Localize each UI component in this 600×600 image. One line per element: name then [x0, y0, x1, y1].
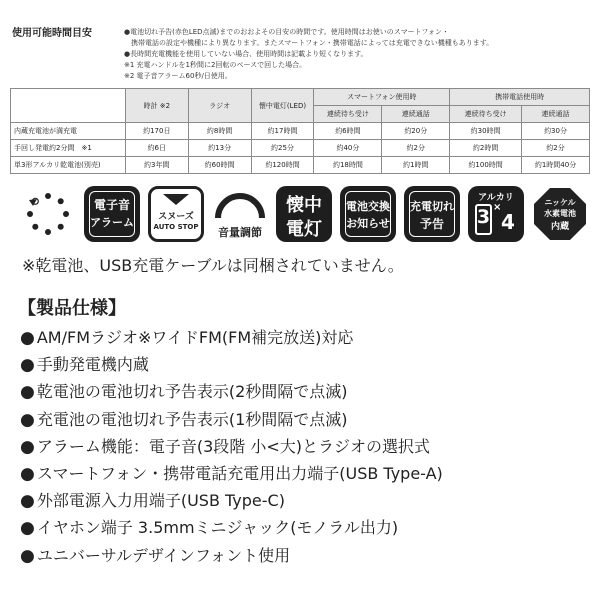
bullet-icon: ● — [20, 491, 35, 512]
list-item: ● ユニバーサルデザインフォント使用 — [20, 542, 443, 569]
table-cell: 約2分 — [382, 140, 450, 157]
list-item: ● 充電池の電池切れ予告表示(1秒間隔で点滅) — [20, 406, 443, 433]
header-mobile-standby: 連続待ち受け — [450, 106, 522, 123]
table-cell: 約170日 — [125, 123, 188, 140]
table-cell: 約17時間 — [251, 123, 314, 140]
header-mobile: 携帯電話使用時 — [450, 89, 590, 106]
icon-label: × — [493, 202, 502, 213]
row-label: 手回し発電約2分間 ※1 — [11, 140, 126, 157]
usage-note: ※1 充電ハンドルを1秒間に2回転のペースで回した場合。 — [124, 61, 307, 69]
icon-label: 懐中 — [286, 195, 322, 216]
table-header-row — [11, 89, 590, 106]
table-cell: 約2分 — [522, 140, 590, 157]
list-item: ● 外部電源入力用端子(USB Type-C) — [20, 487, 443, 514]
icon-label: スヌーズ — [158, 212, 194, 222]
usage-time-table — [10, 88, 590, 174]
led-ring-icon — [20, 186, 76, 242]
list-item: ● AM/FMラジオ※ワイドFM(FM補完放送)対応 — [20, 324, 443, 351]
table-cell: 約30時間 — [450, 123, 522, 140]
volume-icon — [212, 186, 268, 242]
header-smartphone: スマートフォン使用時 — [314, 89, 450, 106]
table-cell: 約1時間 — [382, 157, 450, 174]
icon-label: アラーム — [90, 216, 134, 229]
table-row — [11, 157, 590, 174]
package-disclaimer: ※乾電池、USB充電ケーブルは同梱されていません。 — [22, 256, 404, 275]
icon-label: お知らせ — [346, 217, 390, 230]
snooze-icon — [148, 186, 204, 242]
icon-label: AUTO STOP — [153, 223, 199, 231]
header-smartphone-talk: 連続通話 — [382, 106, 450, 123]
low-battery-icon — [404, 186, 460, 242]
table-cell: 約60時間 — [188, 157, 251, 174]
electronic-alarm-icon — [84, 186, 140, 242]
icon-label: 予告 — [419, 217, 444, 231]
spec-title: 【製品仕様】 — [18, 298, 126, 319]
table-row — [11, 140, 590, 157]
icon-label: 充電切れ — [410, 200, 454, 213]
list-item: ● 手動発電機内蔵 — [20, 351, 443, 378]
list-item: ● 乾電池の電池切れ予告表示(2秒間隔で点滅) — [20, 378, 443, 405]
icon-label: 3 — [476, 206, 491, 228]
table-cell: 約6時間 — [314, 123, 382, 140]
alkaline-battery-icon — [468, 186, 524, 242]
bullet-icon: ● — [20, 328, 35, 348]
bullet-icon: ● — [20, 409, 35, 430]
battery-change-icon — [340, 186, 396, 242]
table-corner-cell — [11, 89, 126, 123]
flashlight-icon — [276, 186, 332, 242]
usage-section-title: 使用可能時間目安 — [12, 28, 92, 39]
list-item: ● スマートフォン・携帯電話充電用出力端子(USB Type-A) — [20, 460, 443, 487]
icon-label: 電灯 — [286, 219, 322, 240]
table-row — [11, 123, 590, 140]
icon-label: 4 — [501, 210, 515, 234]
header-smartphone-standby: 連続待ち受け — [314, 106, 382, 123]
table-cell: 約100時間 — [450, 157, 522, 174]
usage-note: ※2 電子音アラーム60秒/日使用。 — [124, 72, 232, 80]
table-cell: 約20分 — [382, 123, 450, 140]
row-label: 内蔵充電池が満充電 — [11, 123, 126, 140]
header-flashlight: 懐中電灯(LED) — [251, 89, 314, 123]
list-item: ● アラーム機能：電子音(3段階 小<大)とラジオの選択式 — [20, 433, 443, 460]
nimh-battery-icon — [532, 186, 588, 242]
table-cell: 約30分 — [522, 123, 590, 140]
row-label: 単3形アルカリ乾電池(別売) — [11, 157, 126, 174]
table-cell: 約18時間 — [314, 157, 382, 174]
icon-label: 音量調節 — [218, 226, 262, 239]
bullet-icon: ● — [20, 382, 35, 403]
bullet-icon: ● — [20, 436, 35, 457]
feature-icons-row — [10, 186, 590, 246]
icon-label: ニッケル — [544, 198, 576, 207]
bullet-icon: ● — [20, 463, 35, 484]
table-cell: 約2時間 — [450, 140, 522, 157]
table-cell: 約3年間 — [125, 157, 188, 174]
list-item: ● イヤホン端子 3.5mmミニジャック(モノラル出力) — [20, 514, 443, 541]
table-cell: 約120時間 — [251, 157, 314, 174]
icon-label: 電子音 — [93, 198, 130, 212]
usage-note: 携帯電話の設定や機種により異なります。またスマートフォン・携帯電話によっては充電できない機種もあります。 — [124, 39, 494, 47]
table-cell: 約6日 — [125, 140, 188, 157]
table-cell: 約13分 — [188, 140, 251, 157]
spec-list — [20, 324, 443, 569]
icon-label: 電池交換 — [346, 200, 390, 213]
header-clock: 時計 ※2 — [125, 89, 188, 123]
table-cell: 約40分 — [314, 140, 382, 157]
usage-note: ●電池切れ予告(赤色LED点滅)までのおおよその目安の時間です。使用時間はお使いのスマートフォン・ — [124, 28, 450, 36]
icon-label: 内蔵 — [550, 222, 569, 232]
usage-notes — [124, 27, 589, 82]
bullet-icon: ● — [20, 545, 35, 566]
bullet-icon: ● — [20, 355, 35, 376]
table-cell: 約8時間 — [188, 123, 251, 140]
icon-label: 水素電池 — [544, 209, 576, 218]
usage-note: ●長時間充電機能を使用していない場合、使用時間は記載より短くなります。 — [124, 50, 368, 58]
header-mobile-talk: 連続通話 — [522, 106, 590, 123]
table-cell: 約1時間40分 — [522, 157, 590, 174]
icon-label: アルカリ — [478, 193, 514, 203]
bullet-icon: ● — [20, 518, 35, 539]
header-radio: ラジオ — [188, 89, 251, 123]
table-cell: 約25分 — [251, 140, 314, 157]
